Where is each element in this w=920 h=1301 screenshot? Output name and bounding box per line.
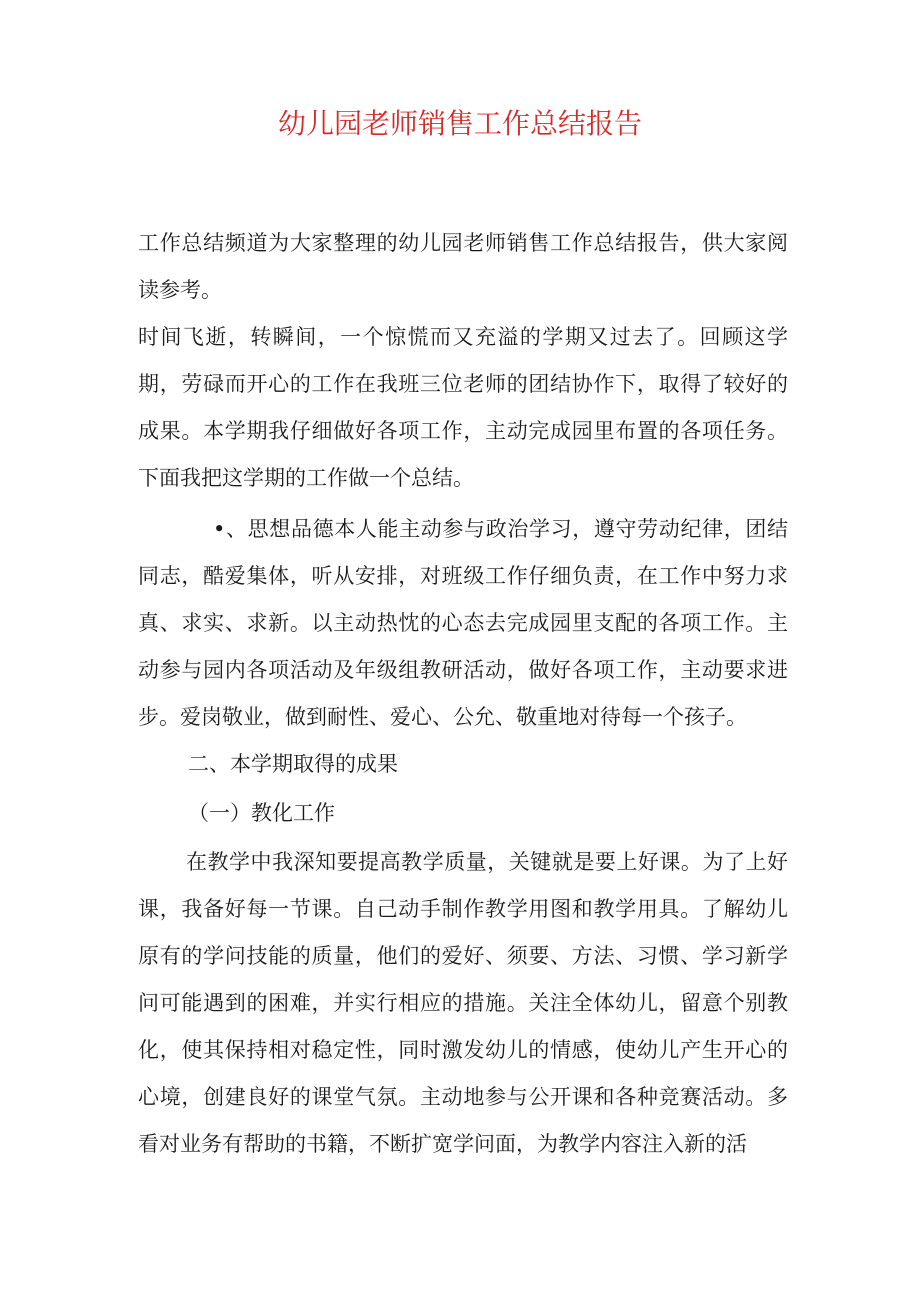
section-two-heading: 二、本学期取得的成果 bbox=[188, 752, 398, 776]
teaching-paragraph: 在教学中我深知要提高教学质量，关键就是要上好课。为了上好课，我备好每一节课。自己动手制作教学用图和教学用具。了解幼儿原有的学问技能的质量，他们的爱好、须要、方法、习惯、学习新学问可能遇到的困难，并实行相应的措施。关注全体幼儿，留意个别教化，使其保持相对稳定性，同时激发幼儿的情感，使幼儿产生开心的心境，创建良好的课堂气氛。主动地参与公开课和各种竞赛活动。多看对业务有帮助的书籍，不断扩宽学问面，为教学内容注入新的活 bbox=[138, 850, 788, 1156]
document-title: 幼儿园老师销售工作总结报告 bbox=[277, 107, 642, 140]
intro-paragraph: 工作总结频道为大家整理的幼儿园老师销售工作总结报告，供大家阅读参考。 bbox=[138, 231, 788, 302]
opening-paragraph: 时间飞逝，转瞬间，一个惊慌而又充溢的学期又过去了。回顾这学期，劳碌而开心的工作在我班三位老师的团结协作下，取得了较好的成果。本学期我仔细做好各项工作，主动完成园里布置的各项任务。下面我把这学期的工作做一个总结。 bbox=[138, 325, 788, 490]
subsection-heading: （一）教化工作 bbox=[188, 801, 335, 825]
document-body bbox=[138, 220, 788, 1168]
section-one-paragraph: •、思想品德本人能主动参与政治学习，遵守劳动纪律，团结同志，酷爱集体，听从安排，对班级工作仔细负责，在工作中努力求真、求实、求新。以主动热忱的心态去完成园里支配的各项工作。主动参与园内各项活动及年级组教研活动，做好各项工作，主动要求进步。爱岗敬业，做到耐性、爱心、公允、敬重地对待每一个孩子。 bbox=[138, 517, 788, 729]
